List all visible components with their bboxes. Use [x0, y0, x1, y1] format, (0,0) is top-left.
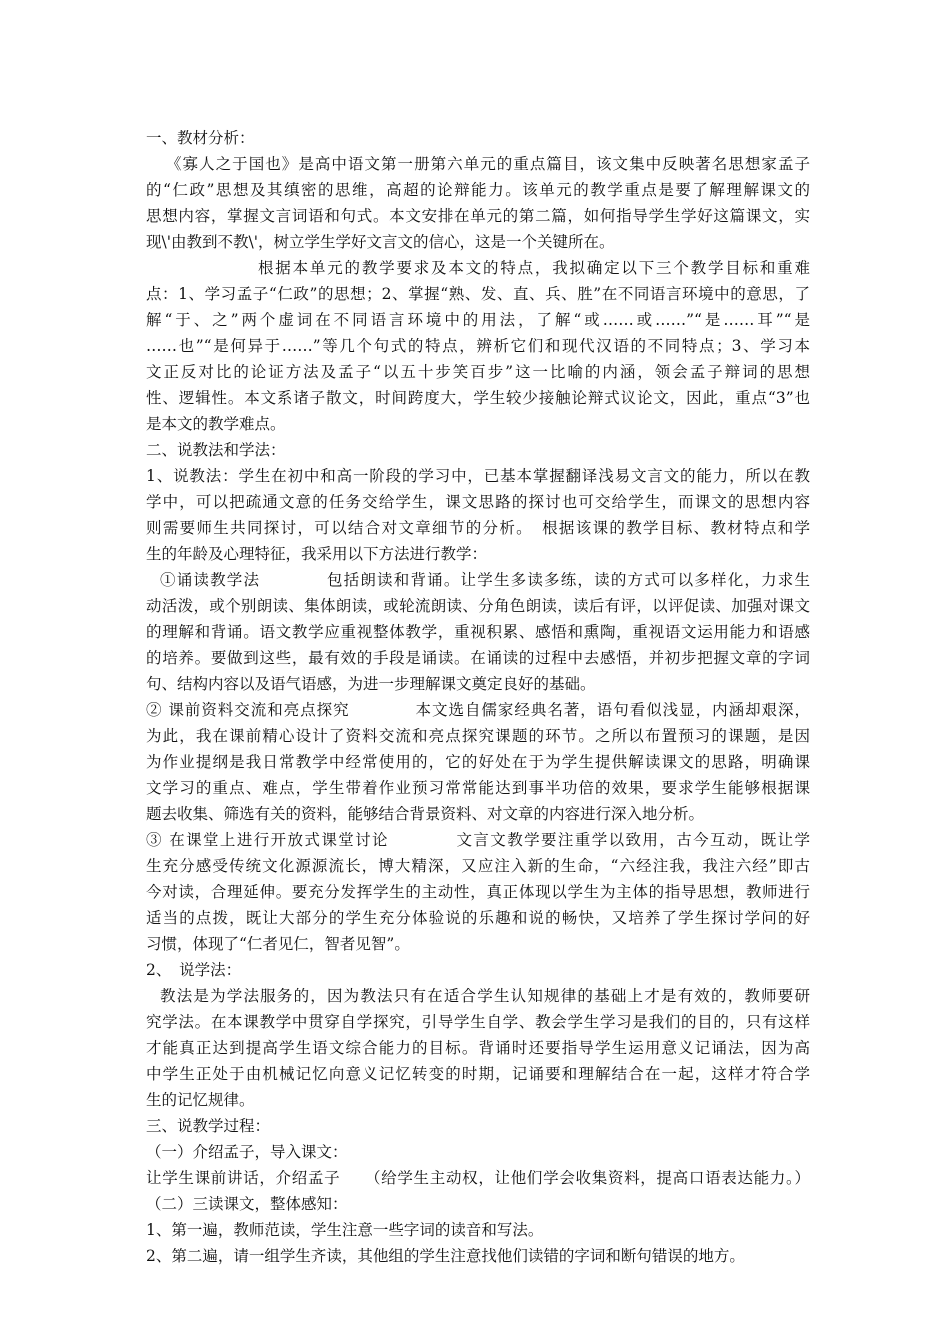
text-line: 是本文的教学难点。: [146, 415, 286, 433]
text-line: 的“仁政”思想及其缜密的思维，高超的论辩能力。该单元的教学重点是要了解理解课文的: [146, 181, 810, 199]
subsection-heading-2: 让学生课前讲话，介绍孟子 （给学生主动权，让他们学会收集资料，提高口语表达能力。）: [146, 1169, 810, 1187]
text-line: ……也”“是何异于……”等几个句式的特点，辨析它们和现代汉语的不同特点；3、学习本: [146, 337, 810, 355]
subsection-learning-method: 习惯，体现了“仁者见仁，智者见智”。: [146, 935, 410, 953]
text-line: 点：1、学习孟子“仁政”的思想；2、掌握“熟、发、直、兵、胜”在不同语言环境中的意思，了: [146, 285, 810, 303]
section-heading-3: 生的记忆规律。: [146, 1091, 255, 1109]
text-line: 题去收集、筛选有关的资料，能够结合背景资料、对文章的内容进行深入地分析。: [146, 805, 705, 823]
text-line: （二）三读课文，整体感知：: [146, 1195, 348, 1213]
text-line: 句、结构内容以及语气语感，为进一步理解课文奠定良好的基础。: [146, 675, 596, 693]
text-line: 生的年龄及心理特征，我采用以下方法进行教学：: [146, 545, 488, 563]
text-line: 《寡人之于国也》是高中语文第一册第六单元的重点篇目，该文集中反映著名思想家孟子: [166, 155, 810, 173]
text-line: 今对读，合理延伸。要充分发挥学生的主动性，真正体现以学生为主体的指导思想，教师进行: [146, 883, 810, 901]
text-line: 性、逻辑性。本文系诸子散文，时间跨度大，学生较少接触论辩式议论文，因此，重点“3”也: [146, 389, 810, 407]
text-line: 的培养。要做到这些，最有效的手段是诵读。在诵读的过程中去感悟，并初步把握文章的字词: [146, 649, 810, 667]
text-line: 学中，可以把疏通文意的任务交给学生，课文思路的探讨也可交给学生，而课文的思想内容: [146, 493, 810, 511]
text-line: ①诵读教学法 包括朗读和背诵。让学生多读多练，读的方式可以多样化，力求生: [160, 571, 810, 589]
text-line: 则需要师生共同探讨，可以结合对文章细节的分析。 根据该课的教学目标、教材特点和学: [146, 519, 810, 537]
text-line: 为作业提纲是我日常教学中经常使用的，它的好处在于为学生提供解读课文的思路，明确课: [146, 753, 810, 771]
text-line: 文正反对比的论证方法及孟子“以五十步笑百步”这一比喻的内涵，领会孟子辩词的思想: [146, 363, 810, 381]
text-line: （一）介绍孟子，导入课文：: [146, 1143, 348, 1161]
text-line: 1、说教法：学生在初中和高一阶段的学习中，已基本掌握翻译浅易文言文的能力，所以在教: [146, 467, 810, 485]
text-line: 2、第二遍，请一组学生齐读，其他组的学生注意找他们读错的字词和断句错误的地方。: [146, 1247, 745, 1265]
text-line: 解“于、之”两个虚词在不同语言环境中的用法，了解“或……或……”“是……耳”“是: [146, 311, 810, 329]
text-line: 2、 说学法：: [146, 961, 242, 979]
text-line: 究学法。在本课教学中贯穿自学探究，引导学生自学、教会学生学习是我们的目的，只有这样: [146, 1013, 810, 1031]
text-line: 为此，我在课前精心设计了资料交流和亮点探究课题的环节。之所以布置预习的课题，是因: [146, 727, 810, 745]
text-line: 的理解和背诵。语文教学应重视整体教学，重视积累、感悟和熏陶，重视语文运用能力和语感: [146, 623, 810, 641]
text-line: 生充分感受传统文化源源流长，博大精深，又应注入新的生命，“六经注我，我注六经”即古: [146, 857, 810, 875]
text-line: 教法是为学法服务的，因为教法只有在适合学生认知规律的基础上才是有效的，教师要研: [160, 987, 810, 1005]
text-line: 1、第一遍，教师范读，学生注意一些字词的读音和写法。: [146, 1221, 544, 1239]
text-line: 思想内容，掌握文言词语和句式。本文安排在单元的第二篇，如何指导学生学好这篇课文，实: [146, 207, 810, 225]
text-line: 才能真正达到提高学生语文综合能力的目标。背诵时还要指导学生运用意义记诵法，因为高: [146, 1039, 810, 1057]
text-line: 根据本单元的教学要求及本文的特点，我拟确定以下三个教学目标和重难: [258, 259, 810, 277]
subsection-heading-1: 三、说教学过程：: [146, 1117, 271, 1135]
text-line: 适当的点拨，既让大部分的学生充分体验说的乐趣和说的畅快，又培养了学生探讨学问的好: [146, 909, 810, 927]
text-line: 动活泼，或个别朗读、集体朗读，或轮流朗读、分角色朗读，读后有评，以评促读、加强对课文: [146, 597, 810, 615]
text-line: ② 课前资料交流和亮点探究 本文选自儒家经典名著，语句看似浅显，内涵却艰深，: [146, 701, 810, 719]
text-line: 文学习的重点、难点，学生带着作业预习常常能达到事半功倍的效果，要求学生能够根据课: [146, 779, 810, 797]
section-heading-2: 二、说教法和学法：: [146, 441, 286, 459]
section-heading-1: 一、教材分析：: [146, 129, 255, 147]
text-line: 中学生正处于由机械记忆向意义记忆转变的时期，记诵要和理解结合在一起，这样才符合学: [146, 1065, 810, 1083]
text-line: 现\'由教到不教\'，树立学生学好文言文的信心，这是一个关键所在。: [146, 233, 615, 251]
text-line: ③ 在课堂上进行开放式课堂讨论 文言文教学要注重学以致用，古今互动，既让学: [146, 831, 810, 849]
